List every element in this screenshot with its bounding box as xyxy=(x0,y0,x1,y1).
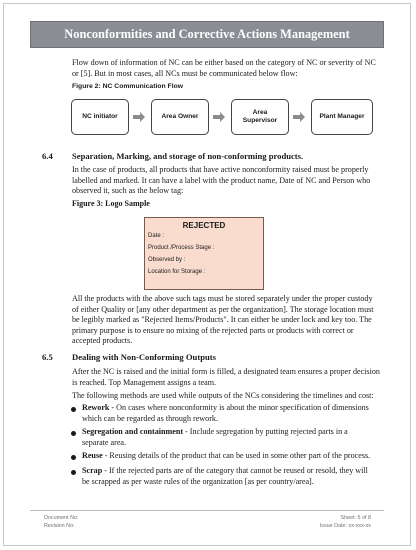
list-item-scrap xyxy=(82,466,386,487)
section-6-5-paragraph xyxy=(72,367,386,388)
tag-field-observed-by: Observed by : xyxy=(148,257,186,263)
list-item-text: - Include segregation by putting rejected parts in a xyxy=(183,427,348,436)
text-line: primary purpose is to ensure no mixing of the rejected parts or products with correct or xyxy=(72,325,354,335)
flow-box-area-supervisor: Area Supervisor xyxy=(231,99,289,135)
page-title: Nonconformities and Corrective Actions Management xyxy=(30,21,384,48)
tag-field-date: Date : xyxy=(148,233,165,239)
arrow-right-icon xyxy=(212,110,226,124)
footer-revision-no: Revision No: xyxy=(44,523,75,529)
list-item-rework xyxy=(82,403,386,424)
section-heading: Separation, Marking, and storage of non-conforming products. xyxy=(72,151,304,161)
text-line: observed it, such as the below tag: xyxy=(72,186,184,195)
list-item-segregation xyxy=(82,427,386,448)
text-line: In the case of products, all products that have active nonconformity raised must be properly xyxy=(72,165,369,174)
list-item-text: be scrapped as per waste rules of the organization [as per country/area]. xyxy=(82,476,314,486)
list-item-text: - On cases where nonconformity is about the minor specification of dimensions xyxy=(109,403,369,412)
text-line: After the NC is raised and the initial form is filled, a designated team ensures a proper decision xyxy=(72,367,380,376)
bullet-icon xyxy=(71,455,76,460)
rejected-tag-sample xyxy=(144,217,264,290)
intro-line-1: Flow down of information of NC can be either based on the category of NC or severity of NC xyxy=(72,58,376,67)
section-6-5-paragraph-2: The following methods are used while outputs of the NCs considering the timelines and cost: xyxy=(72,391,374,400)
text-line: accepted products. xyxy=(72,336,133,345)
flow-box-plant-manager: Plant Manager xyxy=(311,99,373,135)
list-item-term: Segregation and containment xyxy=(82,427,184,436)
arrow-right-icon xyxy=(132,110,146,124)
tag-field-location: Location for Storage : xyxy=(148,269,206,275)
list-item-reuse xyxy=(82,451,386,462)
figure-2-label: Figure 2: NC Communication Flow xyxy=(72,83,184,90)
text-line: All the products with the above such tags must be stored separately under the proper custody xyxy=(72,294,373,303)
flow-box-nc-initiator: NC initiator xyxy=(71,99,129,135)
intro-paragraph xyxy=(72,58,386,79)
text-line: labelled and marked. It can have a label with the product name, Date of NC and Person who xyxy=(72,175,371,185)
bullet-icon xyxy=(71,470,76,475)
bullet-icon xyxy=(71,407,76,412)
list-item-text: separate area. xyxy=(82,437,127,447)
list-item-term: Reuse xyxy=(82,451,103,460)
footer-divider xyxy=(30,510,384,511)
list-item-text: which can be regarded as through rework. xyxy=(82,413,218,423)
list-item-text: - If the rejected parts are of the category that cannot be reused or resold, they will xyxy=(102,466,368,475)
section-6-4-paragraph-2 xyxy=(72,294,386,347)
footer-sheet: Sheet: 5 of 8 xyxy=(340,515,371,521)
text-line: is reached. Top Management assigns a team. xyxy=(72,377,217,387)
tag-field-product: Product /Process Stage : xyxy=(148,245,215,251)
section-number: 6.4 xyxy=(42,151,53,161)
section-6-4-paragraph xyxy=(72,165,386,197)
text-line: be legibly marked as "Rejected Items/Products". It can either be under lock and key too. The xyxy=(72,315,372,324)
figure-3-label: Figure 3: Logo Sample xyxy=(72,199,150,208)
list-item-text: - Reusing details of the product that can be used in some other part of the process. xyxy=(102,451,371,460)
list-item-term: Scrap xyxy=(82,466,103,475)
footer-document-no: Document No: xyxy=(44,515,79,521)
section-number: 6.5 xyxy=(42,352,53,362)
arrow-right-icon xyxy=(292,110,306,124)
intro-line-2: or [5]. But in most cases, all NCs must be communicated below flow: xyxy=(72,68,298,78)
flow-box-area-owner: Area Owner xyxy=(151,99,209,135)
list-item-term: Rework xyxy=(82,403,110,412)
footer-issue-date: Issue Date: xx-xxx-xx xyxy=(319,523,371,529)
section-heading: Dealing with Non-Conforming Outputs xyxy=(72,352,216,362)
bullet-icon xyxy=(71,431,76,436)
text-line: of either Quality or [any other department as per the organization]. The storage location must xyxy=(72,304,374,314)
tag-title: REJECTED xyxy=(182,221,226,230)
